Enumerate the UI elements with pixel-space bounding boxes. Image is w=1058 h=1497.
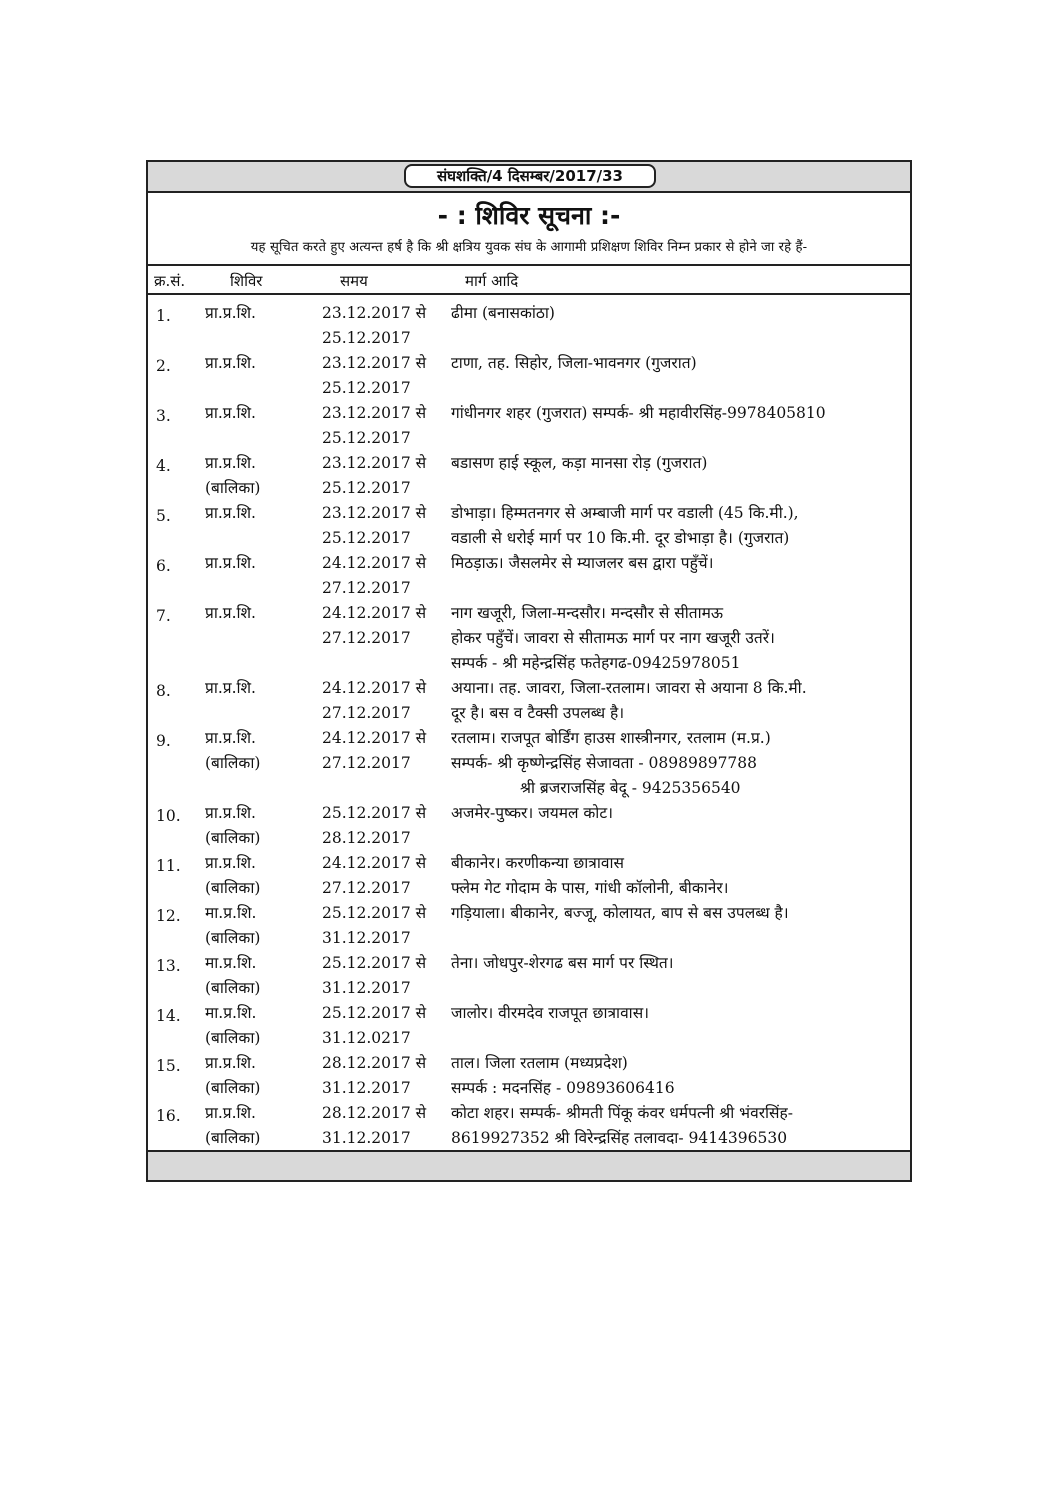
camp-date: 23.12.2017 से [322,454,427,472]
column-header-camp: शिविर [230,272,263,290]
table-row [148,676,910,726]
camp-date: 31.12.2017 [322,1079,411,1097]
camp-place: जालोर। वीरमदेव राजपूत छात्रावास। [451,1004,650,1022]
camp-type: प्रा.प्र.शि. [205,604,256,622]
camp-date: 24.12.2017 से [322,729,427,747]
camp-place: कोटा शहर। सम्पर्क- श्रीमती पिंकू कंवर धर्मपत्नी श्री भंवरसिंह- [451,1104,793,1122]
table-row [148,601,910,676]
camp-table-body [148,301,910,1151]
camp-type: मा.प्र.शि. [205,954,257,972]
camp-place: अयाना। तह. जावरा, जिला-रतलाम। जावरा से अयाना 8 कि.मी. [451,679,807,697]
camp-date: 25.12.2017 [322,479,411,497]
table-row [148,301,910,351]
table-row [148,1101,910,1151]
camp-date: 23.12.2017 से [322,354,427,372]
camp-date: 27.12.2017 [322,629,411,647]
camp-place: तेना। जोधपुर-शेरगढ बस मार्ग पर स्थित। [451,954,674,972]
row-number: 5. [156,507,171,525]
camp-type: प्रा.प्र.शि. [205,1054,256,1072]
camp-date: 27.12.2017 [322,579,411,597]
row-number: 1. [156,307,171,325]
camp-date: 25.12.2017 [322,329,411,347]
bottom-band [148,1150,910,1180]
page-title: - : शिविर सूचना :- [437,201,621,230]
camp-date: 28.12.2017 से [322,1054,427,1072]
camp-date: 24.12.2017 से [322,854,427,872]
camp-date: 27.12.2017 [322,704,411,722]
row-number: 8. [156,682,171,700]
camp-place: वडाली से धरोई मार्ग पर 10 कि.मी. दूर डोभाड़ा है। (गुजरात) [451,529,790,547]
camp-place: नाग खजूरी, जिला-मन्दसौर। मन्दसौर से सीतामऊ [451,604,724,622]
camp-date: 25.12.2017 से [322,904,427,922]
row-number: 13. [156,957,181,975]
issue-badge: संघशक्ति/4 दिसम्बर/2017/33 [404,164,656,188]
row-number: 15. [156,1057,181,1075]
camp-date: 27.12.2017 [322,754,411,772]
camp-date: 25.12.2017 [322,529,411,547]
table-row [148,401,910,451]
row-number: 14. [156,1007,181,1025]
camp-date: 23.12.2017 से [322,304,427,322]
camp-type: प्रा.प्र.शि. [205,729,256,747]
row-number: 10. [156,807,181,825]
row-number: 6. [156,557,171,575]
camp-place: टाणा, तह. सिहोर, जिला-भावनगर (गुजरात) [451,354,697,372]
camp-type: प्रा.प्र.शि. [205,354,256,372]
camp-date: 23.12.2017 से [322,504,427,522]
row-number: 4. [156,457,171,475]
row-number: 3. [156,407,171,425]
camp-date: 28.12.2017 से [322,1104,427,1122]
camp-place: ढीमा (बनासकांठा) [451,304,555,322]
row-number: 7. [156,607,171,625]
notice-frame [146,160,912,1182]
camp-place: सम्पर्क- श्री कृष्णेन्द्रसिंह सेजावता - 08989897788 [451,754,758,772]
column-header-place: मार्ग आदि [465,272,519,290]
table-header [148,264,910,295]
camp-type: (बालिका) [205,979,261,997]
camp-date: 25.12.2017 [322,379,411,397]
camp-type: प्रा.प्र.शि. [205,454,256,472]
table-row [148,351,910,401]
camp-date: 24.12.2017 से [322,679,427,697]
camp-type: (बालिका) [205,829,261,847]
camp-date: 25.12.2017 से [322,804,427,822]
camp-type: (बालिका) [205,1079,261,1097]
table-row [148,501,910,551]
camp-date: 24.12.2017 से [322,604,427,622]
camp-date: 31.12.0217 [322,1029,411,1047]
camp-date: 31.12.2017 [322,1129,411,1147]
camp-type: प्रा.प्र.शि. [205,304,256,322]
camp-place: रतलाम। राजपूत बोर्डिंग हाउस शास्त्रीनगर, रतलाम (म.प्र.) [451,729,771,747]
camp-date: 27.12.2017 [322,879,411,897]
camp-date: 28.12.2017 [322,829,411,847]
camp-type: प्रा.प्र.शि. [205,679,256,697]
intro-text: यह सूचित करते हुए अत्यन्त हर्ष है कि श्री क्षत्रिय युवक संघ के आगामी प्रशिक्षण शिविर निम्न प्रकार से होने जा रहे हैं- [250,240,808,255]
camp-date: 25.12.2017 [322,429,411,447]
top-band [148,162,910,193]
camp-type: (बालिका) [205,929,261,947]
camp-place: गांधीनगर शहर (गुजरात) सम्पर्क- श्री महावीरसिंह-9978405810 [451,404,826,422]
camp-place: अजमेर-पुष्कर। जयमल कोट। [451,804,614,822]
table-row [148,801,910,851]
camp-date: 25.12.2017 से [322,954,427,972]
camp-place: होकर पहुँचें। जावरा से सीतामऊ मार्ग पर नाग खजूरी उतरें। [451,629,775,647]
camp-date: 23.12.2017 से [322,404,427,422]
camp-type: (बालिका) [205,754,261,772]
camp-type: (बालिका) [205,1129,261,1147]
column-header-sno: क्र.सं. [154,272,186,290]
camp-type: मा.प्र.शि. [205,904,257,922]
camp-type: प्रा.प्र.शि. [205,554,256,572]
camp-place: 8619927352 श्री विरेन्द्रसिंह तलावदा- 9414396530 [451,1129,788,1147]
column-header-time: समय [340,272,368,290]
camp-place: डोभाड़ा। हिम्मतनगर से अम्बाजी मार्ग पर वडाली (45 कि.मी.), [451,504,799,522]
camp-type: प्रा.प्र.शि. [205,504,256,522]
camp-type: प्रा.प्र.शि. [205,1104,256,1122]
camp-type: (बालिका) [205,879,261,897]
camp-place: बीकानेर। करणीकन्या छात्रावास [451,854,624,872]
camp-place: फ्लेम गेट गोदाम के पास, गांधी कॉलोनी, बीकानेर। [451,879,729,897]
table-row [148,951,910,1001]
table-row [148,1001,910,1051]
table-row [148,1051,910,1101]
camp-date: 25.12.2017 से [322,1004,427,1022]
camp-type: मा.प्र.शि. [205,1004,257,1022]
row-number: 2. [156,357,171,375]
row-number: 12. [156,907,181,925]
camp-type: प्रा.प्र.शि. [205,804,256,822]
table-row [148,551,910,601]
camp-place: बडासण हाई स्कूल, कड़ा मानसा रोड़ (गुजरात) [451,454,708,472]
table-row [148,851,910,901]
camp-type: प्रा.प्र.शि. [205,404,256,422]
table-row [148,451,910,501]
camp-place: ताल। जिला रतलाम (मध्यप्रदेश) [451,1054,628,1072]
camp-type: (बालिका) [205,479,261,497]
table-row [148,901,910,951]
camp-place: गड़ियाला। बीकानेर, बज्जू, कोलायत, बाप से बस उपलब्ध है। [451,904,789,922]
camp-place: मिठड़ाऊ। जैसलमेर से म्याजलर बस द्वारा पहुँचें। [451,554,714,572]
row-number: 16. [156,1107,181,1125]
row-number: 11. [156,857,181,875]
camp-type: प्रा.प्र.शि. [205,854,256,872]
camp-place: दूर है। बस व टैक्सी उपलब्ध है। [451,704,625,722]
camp-date: 31.12.2017 [322,929,411,947]
camp-place: सम्पर्क - श्री महेन्द्रसिंह फतेहगढ-09425978051 [451,654,741,672]
camp-date: 31.12.2017 [322,979,411,997]
camp-date: 24.12.2017 से [322,554,427,572]
camp-place: सम्पर्क : मदनसिंह - 09893606416 [451,1079,675,1097]
table-row [148,726,910,801]
camp-place: श्री ब्रजराजसिंह बेदू - 9425356540 [451,779,741,797]
camp-type: (बालिका) [205,1029,261,1047]
row-number: 9. [156,732,171,750]
